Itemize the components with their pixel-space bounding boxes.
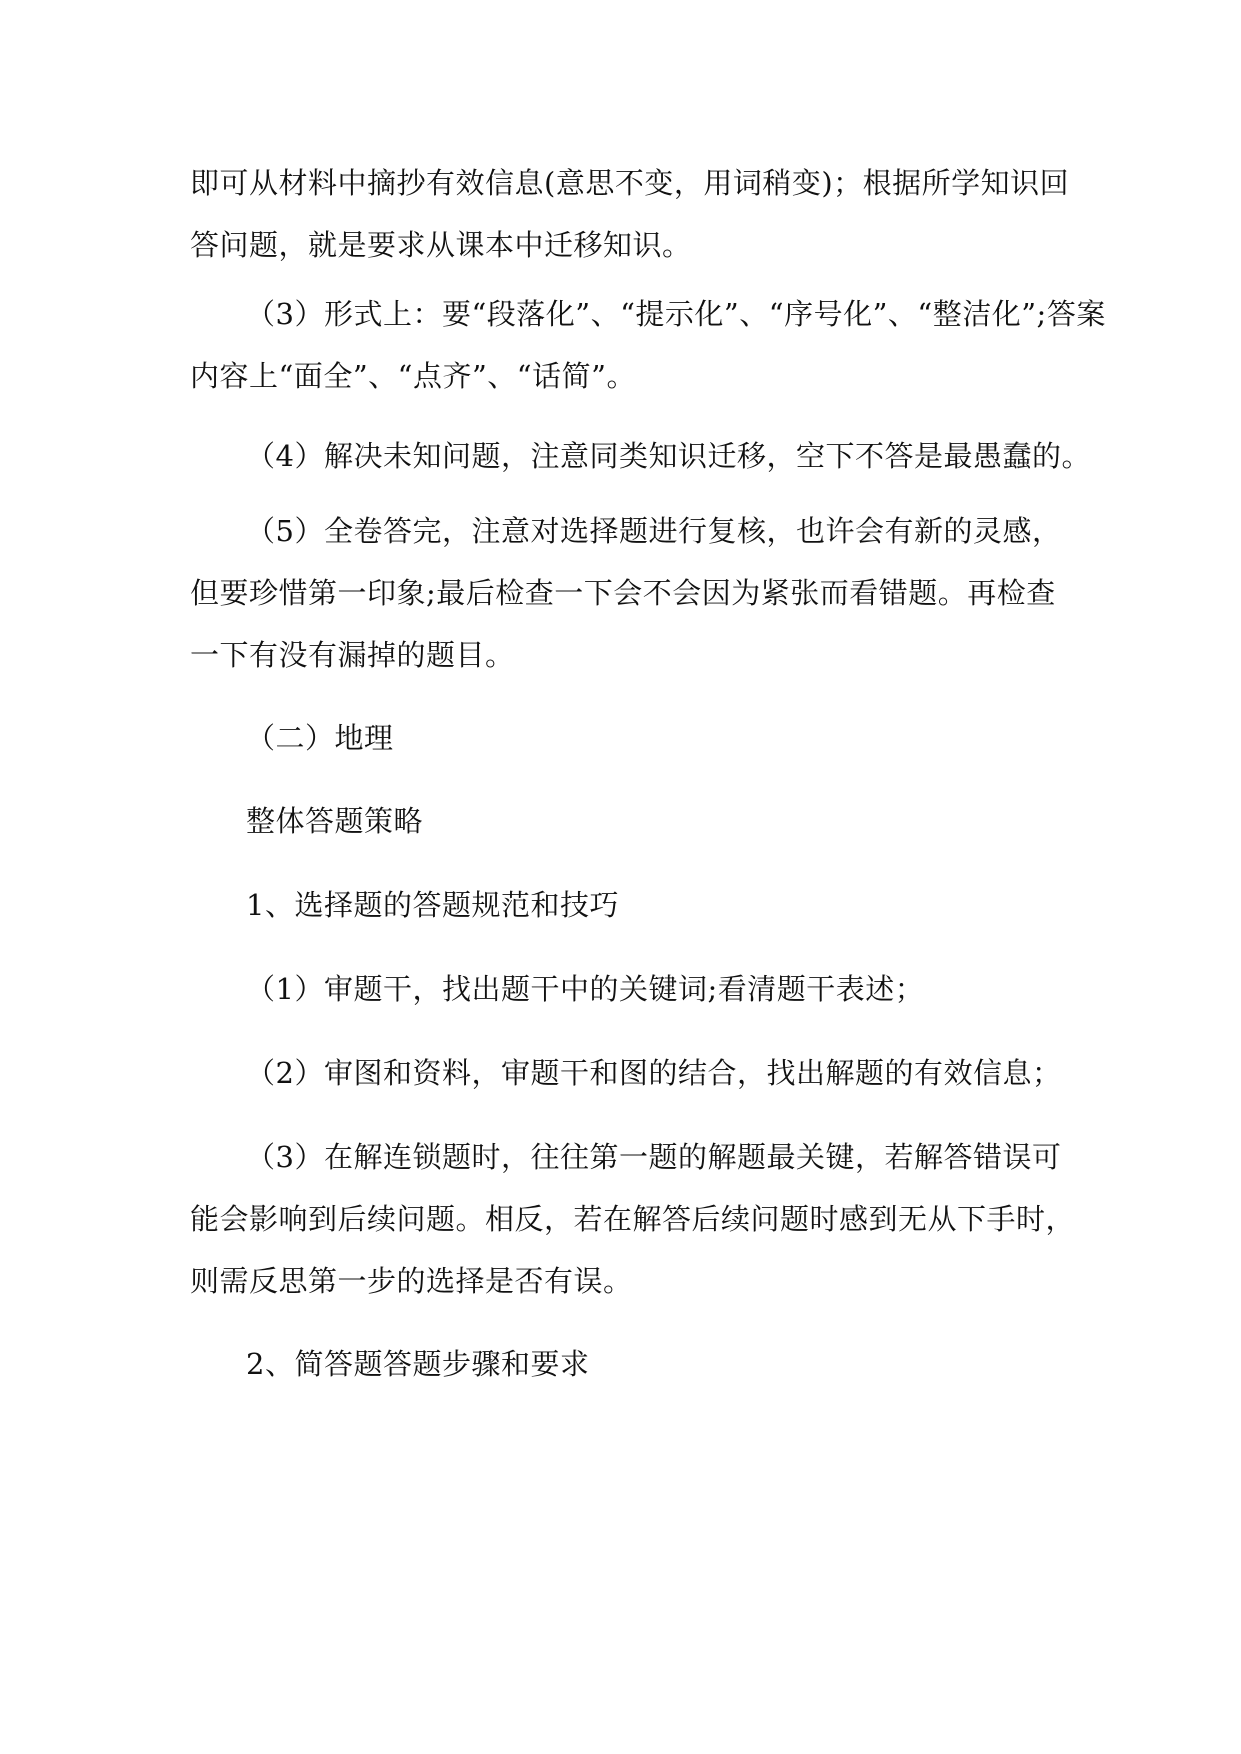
section-heading-geography: [190, 707, 1060, 769]
text-line: （3）形式上：要“段落化”、“提示化”、“序号化”、“整洁化”;答案: [246, 297, 1106, 331]
text-line: （5）全卷答完，注意对选择题进行复核，也许会有新的灵感，: [246, 514, 1062, 548]
text-line: 内容上“面全”、“点齐”、“话简”。: [190, 359, 636, 393]
text-line: 则需反思第一步的选择是否有误。: [190, 1264, 633, 1298]
paragraph-mc-item-1: [190, 958, 1060, 1020]
text-line: 1、选择题的答题规范和技巧: [246, 888, 619, 922]
paragraph-mc-item-2: [190, 1042, 1060, 1104]
text-line: 整体答题策略: [246, 804, 424, 838]
text-line: 一下有没有漏掉的题目。: [190, 638, 515, 672]
text-line: （4）解决未知问题，注意同类知识迁移，空下不答是最愚蠢的。: [246, 439, 1091, 473]
text-line: （1）审题干，找出题干中的关键词;看清题干表述；: [246, 972, 925, 1006]
text-line: （二）地理: [246, 721, 394, 755]
paragraph-item-4-unknown: [190, 425, 1091, 487]
subheading-short-answer: [190, 1333, 1060, 1395]
text-line: 答问题，就是要求从课本中迁移知识。: [190, 228, 692, 262]
subheading-overall-strategy: [190, 790, 1060, 852]
text-line: （2）审图和资料，审题干和图的结合，找出解题的有效信息；: [246, 1056, 1062, 1090]
paragraph-item-3-format: [190, 283, 1106, 407]
text-line: 但要珍惜第一印象;最后检查一下会不会因为紧张而看错题。再检查: [190, 576, 1056, 610]
paragraph-item-5-review: [190, 500, 1060, 686]
text-line: （3）在解连锁题时，往往第一题的解题最关键，若解答错误可: [246, 1140, 1062, 1174]
text-line: 即可从材料中摘抄有效信息(意思不变，用词稍变)；根据所学知识回: [190, 166, 1070, 200]
paragraph-answer-method: [190, 152, 1070, 276]
paragraph-mc-item-3: [190, 1126, 1076, 1312]
text-line: 能会影响到后续问题。相反，若在解答后续问题时感到无从下手时，: [190, 1202, 1076, 1236]
subheading-multiple-choice: [190, 874, 1060, 936]
text-line: 2、简答题答题步骤和要求: [246, 1347, 590, 1381]
